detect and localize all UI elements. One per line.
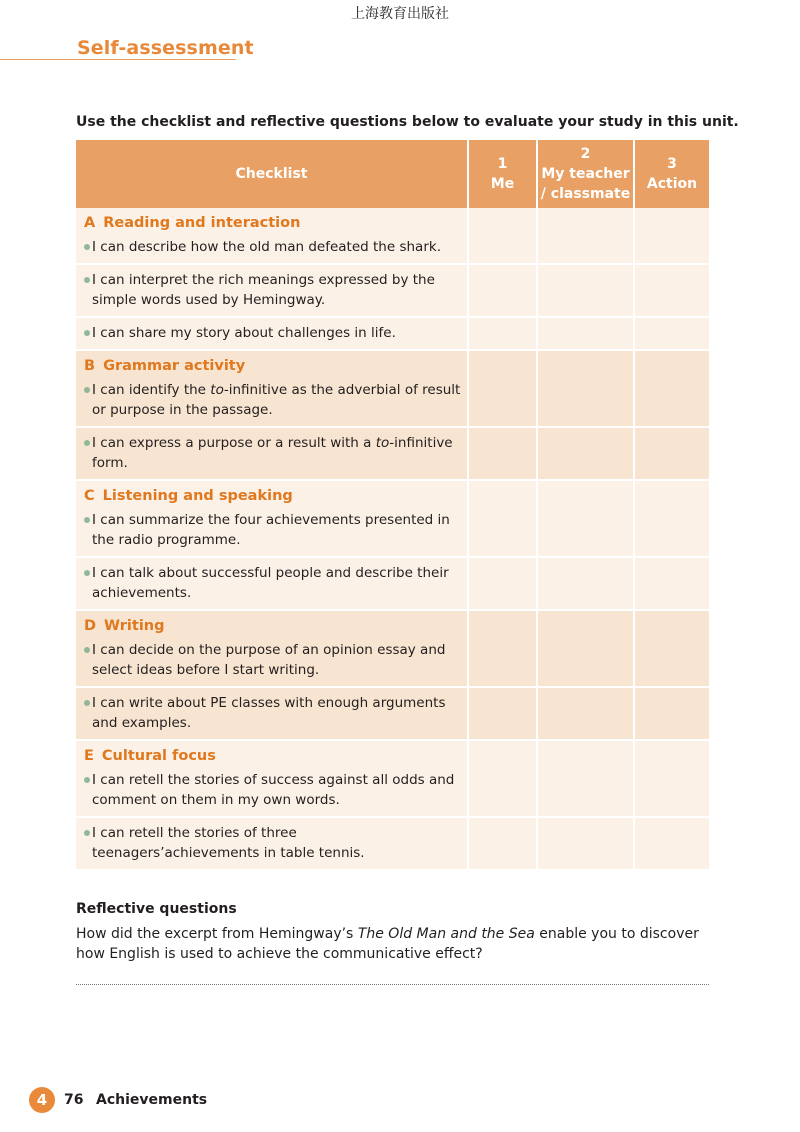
me-rating-cell[interactable] xyxy=(468,317,537,350)
checklist-cell xyxy=(76,557,468,610)
section-letter: B xyxy=(84,358,96,374)
text-segment: I can write about PE classes with enough arguments and examples. xyxy=(92,695,446,731)
checklist-cell xyxy=(76,208,468,264)
bullet-dot-icon xyxy=(84,570,90,576)
reflective-questions-title: Reflective questions xyxy=(76,901,237,917)
text-segment: I can retell the stories of three teenagers’achievements in table tennis. xyxy=(92,825,365,861)
italic-text: to xyxy=(375,435,390,451)
table-row xyxy=(76,610,709,687)
page-number: 76 xyxy=(64,1092,84,1108)
section-heading xyxy=(84,356,461,376)
section-title-text: Reading and interaction xyxy=(103,215,301,231)
teacher-classmate-rating-cell[interactable] xyxy=(537,740,634,817)
teacher-classmate-rating-cell[interactable] xyxy=(537,317,634,350)
action-cell[interactable] xyxy=(634,264,709,317)
section-heading xyxy=(84,746,461,766)
action-cell[interactable] xyxy=(634,610,709,687)
me-rating-cell[interactable] xyxy=(468,557,537,610)
section-letter: E xyxy=(84,748,94,764)
text-segment: I can identify the xyxy=(92,382,211,398)
teacher-classmate-rating-cell[interactable] xyxy=(537,427,634,480)
table-row xyxy=(76,687,709,740)
column-label: My teacher / classmate xyxy=(540,166,631,202)
italic-text: to xyxy=(210,382,224,398)
checklist-item xyxy=(84,693,461,733)
teacher-classmate-rating-cell[interactable] xyxy=(537,264,634,317)
checklist-item xyxy=(84,640,461,680)
italic-text: The Old Man and the Sea xyxy=(357,926,535,942)
bullet-dot-icon xyxy=(84,830,90,836)
action-cell[interactable] xyxy=(634,557,709,610)
action-cell[interactable] xyxy=(634,208,709,264)
checklist-item xyxy=(84,270,461,310)
section-heading xyxy=(84,486,461,506)
checklist-cell xyxy=(76,317,468,350)
teacher-classmate-rating-cell[interactable] xyxy=(537,687,634,740)
unit-number-badge: 4 xyxy=(29,1087,55,1113)
action-cell[interactable] xyxy=(634,740,709,817)
action-cell[interactable] xyxy=(634,687,709,740)
table-row xyxy=(76,817,709,870)
teacher-classmate-rating-cell[interactable] xyxy=(537,208,634,264)
text-segment: How did the excerpt from Hemingway’s xyxy=(76,926,358,942)
column-label: Action xyxy=(646,176,698,192)
me-rating-cell[interactable] xyxy=(468,208,537,264)
column-header-checklist xyxy=(76,140,468,208)
text-segment: I can interpret the rich meanings expressed by the simple words used by Hemingway. xyxy=(92,272,435,308)
table-row xyxy=(76,480,709,557)
checklist-cell xyxy=(76,480,468,557)
action-cell[interactable] xyxy=(634,817,709,870)
checklist-item xyxy=(84,323,461,343)
bullet-dot-icon xyxy=(84,777,90,783)
section-title-text: Grammar activity xyxy=(103,358,246,374)
me-rating-cell[interactable] xyxy=(468,480,537,557)
me-rating-cell[interactable] xyxy=(468,817,537,870)
checklist-cell xyxy=(76,687,468,740)
table-row xyxy=(76,740,709,817)
table-row xyxy=(76,317,709,350)
text-segment: I can summarize the four achievements presented in the radio programme. xyxy=(92,512,450,548)
table-row xyxy=(76,427,709,480)
bullet-dot-icon xyxy=(84,387,90,393)
me-rating-cell[interactable] xyxy=(468,264,537,317)
section-heading xyxy=(84,616,461,636)
me-rating-cell[interactable] xyxy=(468,687,537,740)
table-row xyxy=(76,264,709,317)
checklist-item xyxy=(84,823,461,863)
section-letter: D xyxy=(84,618,97,634)
me-rating-cell[interactable] xyxy=(468,610,537,687)
section-letter: A xyxy=(84,215,96,231)
section-letter: C xyxy=(84,488,95,504)
unit-name: Achievements xyxy=(96,1092,208,1108)
teacher-classmate-rating-cell[interactable] xyxy=(537,350,634,427)
title-underline xyxy=(0,59,236,60)
table-header-row xyxy=(76,140,709,208)
me-rating-cell[interactable] xyxy=(468,740,537,817)
text-segment: enable you to discover how English is used to achieve the communicative effect? xyxy=(76,926,699,962)
checklist-item xyxy=(84,433,461,473)
checklist-cell xyxy=(76,427,468,480)
teacher-classmate-rating-cell[interactable] xyxy=(537,480,634,557)
bullet-dot-icon xyxy=(84,440,90,446)
teacher-classmate-rating-cell[interactable] xyxy=(537,557,634,610)
checklist-item xyxy=(84,510,461,550)
instruction-text: Use the checklist and reflective questions below to evaluate your study in this unit. xyxy=(76,114,739,130)
teacher-classmate-rating-cell[interactable] xyxy=(537,817,634,870)
table-row xyxy=(76,208,709,264)
checklist-cell xyxy=(76,610,468,687)
action-cell[interactable] xyxy=(634,350,709,427)
bullet-dot-icon xyxy=(84,330,90,336)
section-title: Self-assessment xyxy=(77,37,254,59)
bullet-dot-icon xyxy=(84,277,90,283)
section-heading xyxy=(84,213,461,233)
table-row xyxy=(76,350,709,427)
action-cell[interactable] xyxy=(634,480,709,557)
checklist-item xyxy=(84,380,461,420)
bullet-dot-icon xyxy=(84,700,90,706)
text-segment: -infinitive as the adverbial of result or purpose in the passage. xyxy=(92,382,461,418)
self-assessment-table xyxy=(76,140,709,871)
text-segment: I can talk about successful people and describe their achievements. xyxy=(92,565,449,601)
text-segment: I can express a purpose or a result with a xyxy=(92,435,376,451)
column-number: 1 xyxy=(497,156,508,172)
checklist-item xyxy=(84,237,461,257)
bullet-dot-icon xyxy=(84,517,90,523)
bullet-dot-icon xyxy=(84,244,90,250)
teacher-classmate-rating-cell[interactable] xyxy=(537,610,634,687)
answer-dotted-line[interactable] xyxy=(76,984,709,985)
text-segment: I can decide on the purpose of an opinion essay and select ideas before I start writing. xyxy=(92,642,446,678)
text-segment: I can share my story about challenges in life. xyxy=(92,325,396,341)
publisher-header: 上海教育出版社 xyxy=(351,6,449,22)
me-rating-cell[interactable] xyxy=(468,350,537,427)
text-segment: -infinitive form. xyxy=(92,435,453,471)
action-cell[interactable] xyxy=(634,317,709,350)
me-rating-cell[interactable] xyxy=(468,427,537,480)
action-cell[interactable] xyxy=(634,427,709,480)
section-title-text: Cultural focus xyxy=(101,748,216,764)
column-header-action xyxy=(634,140,709,208)
checklist-body xyxy=(76,208,709,870)
column-label: Me xyxy=(490,176,515,192)
bullet-dot-icon xyxy=(84,647,90,653)
column-header-teacher-classmate xyxy=(537,140,634,208)
checklist-item xyxy=(84,770,461,810)
text-segment: I can retell the stories of success against all odds and comment on them in my own words. xyxy=(92,772,455,808)
checklist-cell xyxy=(76,264,468,317)
text-segment: I can describe how the old man defeated the shark. xyxy=(92,239,441,255)
column-number: 2 xyxy=(580,146,591,162)
column-label: Checklist xyxy=(235,166,308,182)
column-number: 3 xyxy=(667,156,677,172)
checklist-cell xyxy=(76,817,468,870)
checklist-cell xyxy=(76,350,468,427)
checklist-item xyxy=(84,563,461,603)
section-title-text: Listening and speaking xyxy=(102,488,293,504)
section-title-text: Writing xyxy=(104,618,165,634)
reflective-question xyxy=(76,924,706,964)
checklist-cell xyxy=(76,740,468,817)
table-row xyxy=(76,557,709,610)
column-header-me xyxy=(468,140,537,208)
